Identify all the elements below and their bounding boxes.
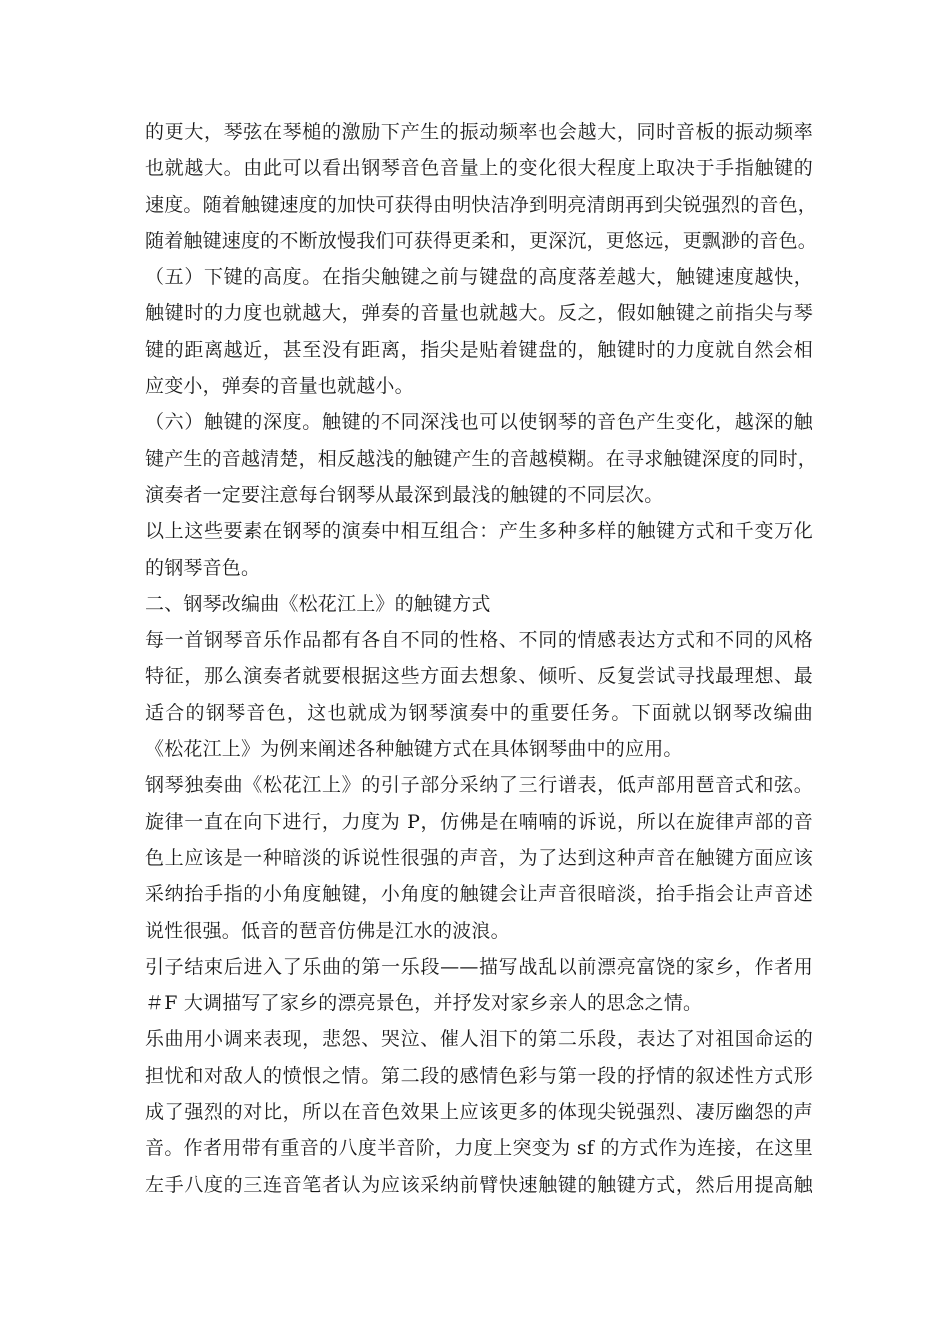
text-line: 也就越大。由此可以看出钢琴音色音量上的变化很大程度上取决于手指触键的 bbox=[145, 157, 813, 180]
text-line: 音。作者用带有重音的八度半音阶，力度上突变为 sf 的方式作为连接，在这里 bbox=[145, 1137, 813, 1160]
text-line: 色上应该是一种暗淡的诉说性很强的声音，为了达到这种声音在触键方面应该 bbox=[145, 846, 813, 869]
text-line: 特征，那么演奏者就要根据这些方面去想象、倾听、反复尝试寻找最理想、最 bbox=[145, 665, 813, 688]
text-line: 演奏者一定要注意每台钢琴从最深到最浅的触键的不同层次。 bbox=[145, 483, 664, 506]
text-line: （六）触键的深度。触键的不同深浅也可以使钢琴的音色产生变化，越深的触 bbox=[145, 411, 813, 434]
text-line: 旋律一直在向下进行，力度为 P，仿佛是在喃喃的诉说，所以在旋律声部的音 bbox=[145, 810, 813, 833]
text-line: 左手八度的三连音笔者认为应该采纳前臂快速触键的触键方式，然后用提高触 bbox=[145, 1173, 813, 1196]
text-line: 说性很强。低音的琶音仿佛是江水的波浪。 bbox=[145, 919, 510, 942]
text-line: 的钢琴音色。 bbox=[145, 556, 261, 579]
text-line: 键产生的音越清楚，相反越浅的触键产生的音越模糊。在寻求触键深度的同时， bbox=[145, 447, 818, 470]
text-line: ＃F 大调描写了家乡的漂亮景色，并抒发对家乡亲人的思念之情。 bbox=[145, 992, 703, 1015]
text-line: 以上这些要素在钢琴的演奏中相互组合：产生多种多样的触键方式和千变万化 bbox=[145, 520, 813, 543]
document-body bbox=[145, 114, 818, 1203]
text-line: 键的距离越近，甚至没有距离，指尖是贴着键盘的，触键时的力度就自然会相 bbox=[145, 338, 813, 361]
text-line: 《松花江上》为例来阐述各种触键方式在具体钢琴曲中的应用。 bbox=[145, 738, 683, 761]
text-line: 触键时的力度也就越大，弹奏的音量也就越大。反之，假如触键之前指尖与琴 bbox=[145, 302, 813, 325]
text-line: （五）下键的高度。在指尖触键之前与键盘的高度落差越大，触键速度越快， bbox=[145, 266, 813, 289]
text-line: 采纳抬手指的小角度触键，小角度的触键会让声音很暗淡，抬手指会让声音述 bbox=[145, 883, 813, 906]
text-line: 随着触键速度的不断放慢我们可获得更柔和，更深沉，更悠远，更飘渺的音色。 bbox=[145, 229, 818, 252]
text-line: 速度。随着触键速度的加快可获得由明快洁净到明亮清朗再到尖锐强烈的音色， bbox=[145, 193, 818, 216]
text-line: 的更大，琴弦在琴槌的激励下产生的振动频率也会越大，同时音板的振动频率 bbox=[145, 121, 813, 143]
text-line: 适合的钢琴音色，这也就成为钢琴演奏中的重要任务。下面就以钢琴改编曲 bbox=[145, 701, 813, 724]
text-line: 担忧和对敌人的愤恨之情。第二段的感情色彩与第一段的抒情的叙述性方式形 bbox=[145, 1064, 813, 1087]
text-line: 成了强烈的对比，所以在音色效果上应该更多的体现尖锐强烈、凄厉幽怨的声 bbox=[145, 1101, 813, 1124]
text-line: 钢琴独奏曲《松花江上》的引子部分采纳了三行谱表，低声部用琶音式和弦。 bbox=[145, 774, 813, 797]
text-line: 引子结束后进入了乐曲的第一乐段——描写战乱以前漂亮富饶的家乡，作者用 bbox=[145, 955, 813, 978]
text-line: 应变小，弹奏的音量也就越小。 bbox=[145, 375, 414, 398]
text-line: 每一首钢琴音乐作品都有各自不同的性格、不同的情感表达方式和不同的风格 bbox=[145, 629, 813, 652]
section-heading: 二、钢琴改编曲《松花江上》的触键方式 bbox=[145, 592, 491, 615]
text-line: 乐曲用小调来表现，悲怨、哭泣、催人泪下的第二乐段，表达了对祖国命运的 bbox=[145, 1028, 813, 1051]
